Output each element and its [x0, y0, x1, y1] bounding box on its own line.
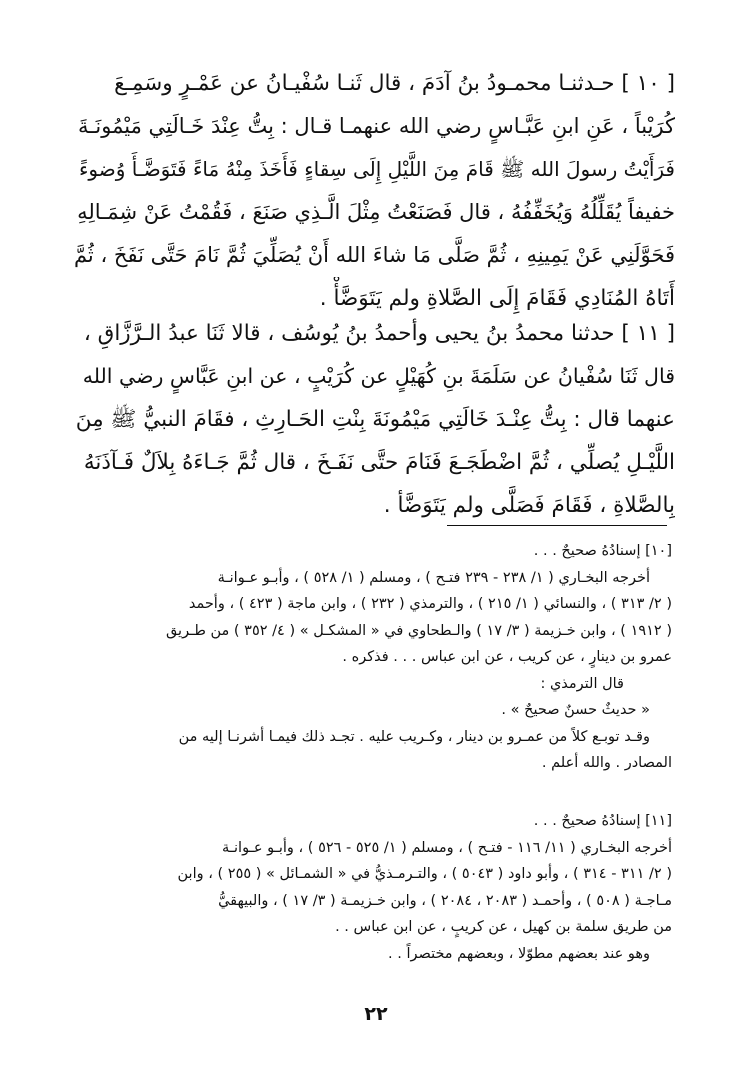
footnote-10-line: وقـد توبـع كلاً من عمـرو بن دينار ، وكـريب عليه . تجـد ذلك فيمـا أشرنـا إليه من: [178, 728, 650, 745]
footnote-10-line: عمرو بن دينارٍ ، عن كريب ، عن ابن عباس . . . فذكره .: [342, 649, 672, 665]
hadith-10-line: [ ١٠ ] حـدثنـا محمـودُ بنُ آدَمَ ، قال ثَنـا سُفْيـانُ عن عَمْـرٍ وسَمِـعَ: [114, 71, 675, 96]
hadith-10-line: خفيفاً يُقَلِّلُهُ وَيُخَفِّفُهُ ، قال فَصَنَعْتُ مِثْلَ الَّـذِي صَنَعَ ، فَقُمْتُ عَنْ شِمَـالِهِ: [77, 200, 675, 224]
footnote-10-line: قال الترمذي :: [540, 675, 624, 692]
footnote-10-line: المصادر . والله أعلم .: [541, 755, 672, 771]
hadith-11-line: بِالصَّلاةِ ، فَقَامَ فَصَلَّى ولم يَتَوَضَّأ .: [383, 493, 675, 518]
hadith-10-line: أَتَاهُ المُنَادِي فَقَامَ إِلَى الصَّلاةِ ولم يَتَوَضَّأْ .: [319, 286, 675, 311]
page-number: ٢٢: [364, 1003, 388, 1025]
footnote-10-line: ( ١٩١٢ ) ، وابن خـزيمة ( ٣/ ١٧ ) والـطحاوي في « المشكـل » ( ٤/ ٣٥٢ ) من طـريق: [165, 622, 672, 639]
footnote-11: [72, 808, 672, 967]
footnote-10: [72, 538, 672, 777]
hadith-11-line: قال ثَنَا سُفْيانُ عن سَلَمَةَ بنِ كُهَيْلٍ عن كُرَيْبٍ ، عن ابنِ عَبَّاسٍ رضي الله: [82, 364, 675, 388]
hadith-11-line: عنهما قال : بِتُّ عِنْـدَ خَالَتِي مَيْمُونَةَ بِنْتِ الحَـارِثِ ، فقَامَ النبيُّ ﷺ مِنَ: [75, 407, 675, 432]
footnote-11-line: مـاجـة ( ٥٠٨ ) ، وأحمـد ( ٢٠٨٣ ، ٢٠٨٤ ) ، وابن خـزيمـة ( ٣/ ١٧ ) ، والبيهقيُّ: [218, 892, 672, 909]
footnote-10-line: أخرجه البخـاري ( ١/ ٢٣٨ - ٢٣٩ فتـح ) ، ومسلم ( ١/ ٥٢٨ ) ، وأبـو عـوانـة: [217, 569, 650, 586]
footnote-10-line: [١٠] إسنادُهُ صحيحٌ . . .: [533, 543, 672, 559]
hadith-11-line: [ ١١ ] حدثنا محمدُ بنُ يحيى وأحمدُ بنُ يُوسُف ، قالا ثَنَا عبدُ الـرَّزَّاقِ ،: [83, 321, 675, 346]
hadith-10-text: [70, 62, 675, 320]
footnote-11-line: ( ٢/ ٣١١ - ٣١٤ ) ، وأبو داود ( ٥٠٤٣ ) ، والتـرمـذيُّ في « الشمـائل » ( ٢٥٥ ) ، وابن: [177, 866, 672, 882]
footnote-11-line: [١١] إسنادُهُ صحيحٌ . . .: [533, 813, 672, 829]
footnote-11-line: وهو عند بعضهم مطوّلا ، وبعضهم مختصراً . .: [388, 945, 650, 962]
footnote-11-line: أخرجه البخـاري ( ١١/ ١١٦ - فتـح ) ، ومسلم ( ١/ ٥٢٥ - ٥٢٦ ) ، وأبـو عـوانـة: [222, 839, 672, 856]
hadith-11-text: [70, 312, 675, 527]
footnote-11-line: من طريق سلمة بن كهيل ، عن كريبٍ ، عن ابن عباس . .: [335, 919, 672, 935]
hadith-10-line: كُرَيْباً ، عَنِ ابنِ عَبَّـاسٍ رضي الله عنهمـا قـال : بِتُّ عِنْدَ خَـالَتِي مَيْمُونَـةَ: [78, 114, 675, 138]
hadith-11-line: اللَّيْـلِ يُصلِّي ، ثُمَّ اضْطَجَـعَ فَنَامَ حتَّى نَفَـخَ ، قال ثُمَّ جَـاءَهُ بِلاَلٌ فَـآذَنَهُ: [83, 450, 675, 475]
hadith-10-line: فَرَأَيْتُ رسولَ الله ﷺ قَامَ مِنَ اللَّيْلِ إِلَى سِقاءٍ فَأَخَذَ مِنْهُ مَاءً فَتَوَضَّـأَ وُضوءً: [79, 157, 675, 181]
footnote-10-line: « حديثٌ حسنٌ صحيحٌ » .: [501, 702, 650, 718]
footnote-divider: [447, 525, 667, 526]
footnote-10-line: ( ٢/ ٣١٣ ) ، والنسائي ( ١/ ٢١٥ ) ، والترمذي ( ٢٣٢ ) ، وابن ماجة ( ٤٢٣ ) ، وأحمد: [188, 596, 672, 612]
hadith-10-line: فَحَوَّلَنِي عَنْ يَمِينِهِ ، ثُمَّ صَلَّى مَا شاءَ الله أَنْ يُصَلِّيَ ثُمَّ نَامَ حَتَّى نَفَخَ ، ثُمَّ: [73, 243, 675, 267]
